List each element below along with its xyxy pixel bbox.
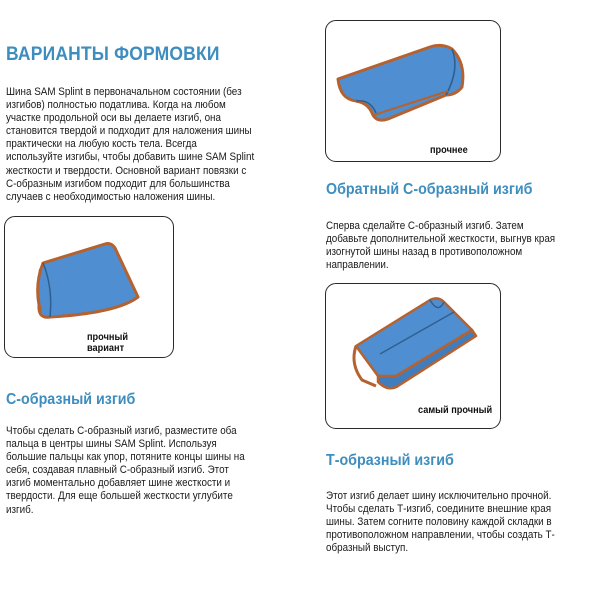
- reverse-c-heading: Обратный С-образный изгиб: [326, 181, 533, 198]
- reverse-c-illustration-card: [325, 20, 501, 162]
- t-bend-heading: Т-образный изгиб: [326, 452, 454, 469]
- reverse-c-splint-image: [326, 21, 502, 163]
- c-curve-heading: С-образный изгиб: [6, 391, 136, 408]
- page-title: ВАРИАНТЫ ФОРМОВКИ: [6, 44, 220, 65]
- c-curve-illustration-card: [4, 216, 174, 358]
- reverse-c-caption: прочнее: [430, 145, 468, 156]
- t-bend-illustration-card: [325, 283, 501, 429]
- reverse-c-text: Сперва сделайте С-образный изгиб. Затем добавьте дополнительной жесткости, выгнув края изогнутой шины назад в противоположном направлении.: [326, 220, 556, 272]
- intro-text: Шина SAM Splint в первоначальном состоянии (без изгибов) полностью податлива. Когда на любом участке продольной оси вы делаете изгиб, она становится твердой и подходит для наложения шины практически на любую кость тела. Всегда используйте изгибы, чтобы добавить шине SAM Splint жесткости и твердости. Основной вариант повязки с С-образным изгибом подходит для большинства случаев с необходимостью наложения шины.: [6, 86, 255, 203]
- t-bend-text: Этот изгиб делает шину исключительно прочной. Чтобы сделать Т-изгиб, соедините внешние края шины. Затем согните половину каждой складки в противоположном направлении, чтобы создать Т- образный выступ.: [326, 490, 555, 555]
- t-bend-caption: самый прочный: [418, 405, 493, 416]
- c-curve-caption: прочный вариант: [87, 332, 128, 354]
- c-curve-text: Чтобы сделать С-образный изгиб, разместите оба пальца в центры шины SAM Splint. Используя большие пальцы как упор, потяните концы шины на себя, создавая плавный С-образный изгиб. Этот изгиб моментально добавляет шине жесткости и твердости. Для еще большей жесткости углубите изгиб.: [6, 425, 245, 516]
